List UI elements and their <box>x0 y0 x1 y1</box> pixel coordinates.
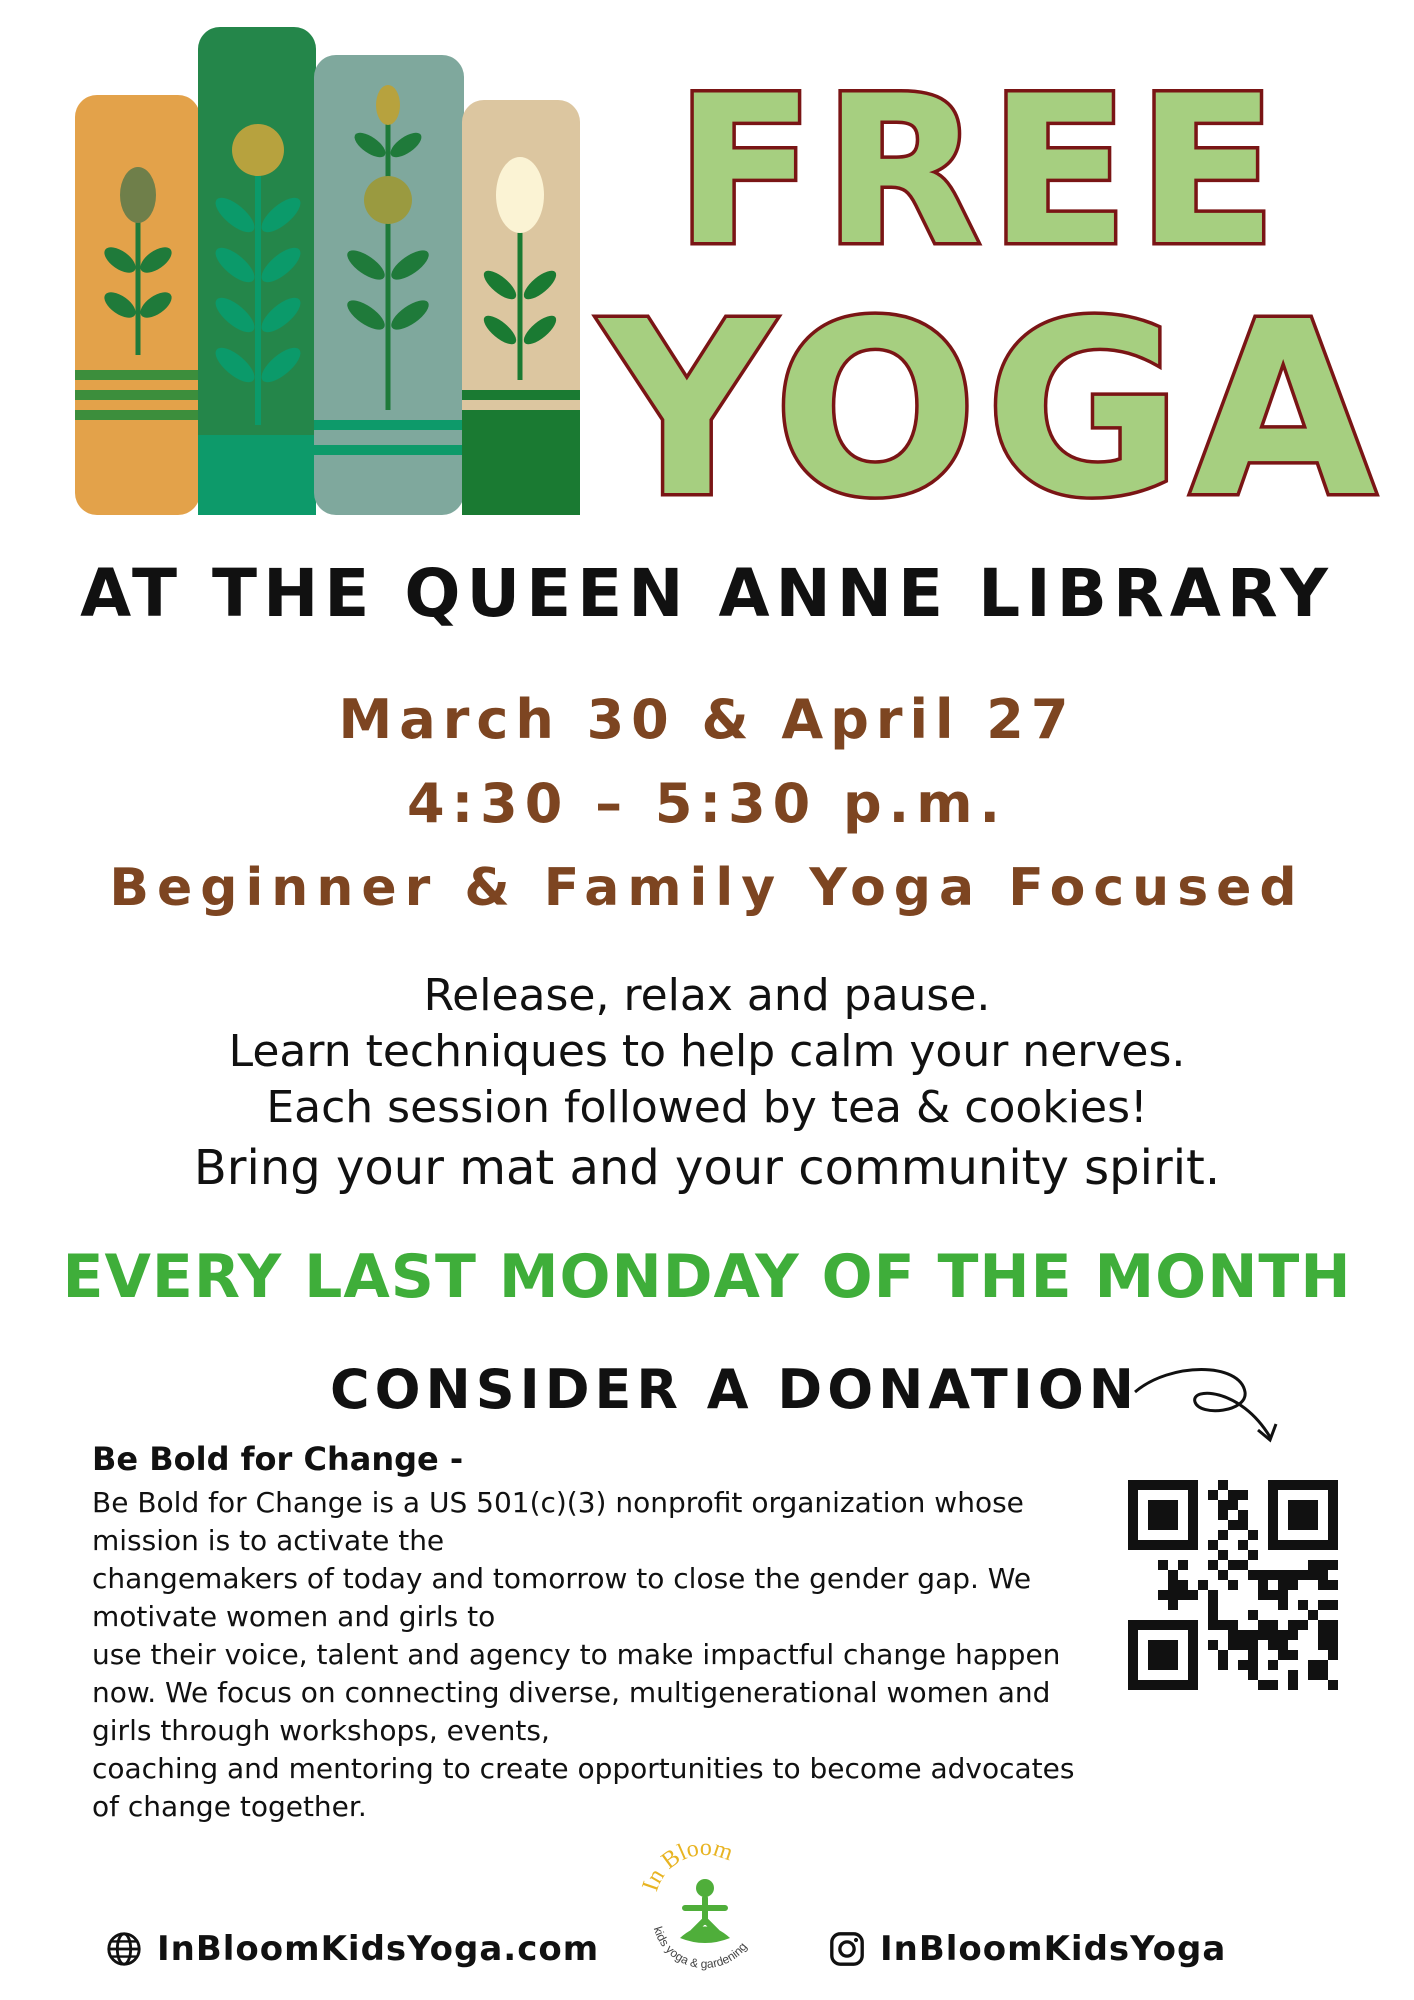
org-title: Be Bold for Change - <box>92 1440 464 1478</box>
svg-text:kids yoga & gardening: kids yoga & gardening <box>650 1924 750 1972</box>
globe-icon <box>105 1930 143 1968</box>
event-times: 4:30 – 5:30 p.m. <box>407 772 1007 835</box>
event-dates: March 30 & April 27 <box>338 688 1076 751</box>
event-focus: Beginner & Family Yoga Focused <box>109 858 1305 918</box>
org-line: girls through workshops, events, <box>92 1714 550 1747</box>
org-line: of change together. <box>92 1790 367 1823</box>
instagram-link[interactable] <box>828 1924 1226 1974</box>
org-line: changemakers of today and tomorrow to close the gender gap. We <box>92 1562 1032 1595</box>
org-line: Be Bold for Change is a US 501(c)(3) nonprofit organization whose <box>92 1486 1024 1519</box>
blurb-line: Each session followed by tea & cookies! <box>266 1082 1148 1133</box>
blurb-line: Learn techniques to help calm your nerves. <box>228 1026 1186 1077</box>
blurb-line: Bring your mat and your community spirit. <box>193 1140 1221 1196</box>
venue-title: AT THE QUEEN ANNE LIBRARY <box>80 555 1334 632</box>
website-text: InBloomKidsYoga.com <box>157 1929 600 1969</box>
svg-text:In Bloom: In Bloom <box>637 1834 737 1895</box>
org-description <box>92 1484 1082 1826</box>
website-link[interactable] <box>105 1924 599 1974</box>
instagram-handle: InBloomKidsYoga <box>880 1929 1227 1969</box>
donation-heading: CONSIDER A DONATION <box>330 1358 1139 1421</box>
qr-code[interactable] <box>1128 1480 1338 1690</box>
org-line: use their voice, talent and agency to make impactful change happen <box>92 1638 1061 1671</box>
inbloom-logo <box>630 1820 780 1990</box>
org-line: mission is to activate the <box>92 1524 445 1557</box>
org-line: now. We focus on connecting diverse, multigenerational women and <box>92 1676 1051 1709</box>
curved-arrow-icon <box>1130 1362 1290 1452</box>
books-illustration <box>70 25 590 525</box>
frequency-banner: EVERY LAST MONDAY OF THE MONTH <box>62 1242 1352 1312</box>
instagram-icon <box>828 1930 866 1968</box>
headline-yoga: YOGA <box>600 270 1384 550</box>
org-line: coaching and mentoring to create opportunities to become advocates <box>92 1752 1075 1785</box>
headline-free: FREE <box>675 53 1285 291</box>
blurb-line: Release, relax and pause. <box>423 970 991 1021</box>
org-line: motivate women and girls to <box>92 1600 496 1633</box>
